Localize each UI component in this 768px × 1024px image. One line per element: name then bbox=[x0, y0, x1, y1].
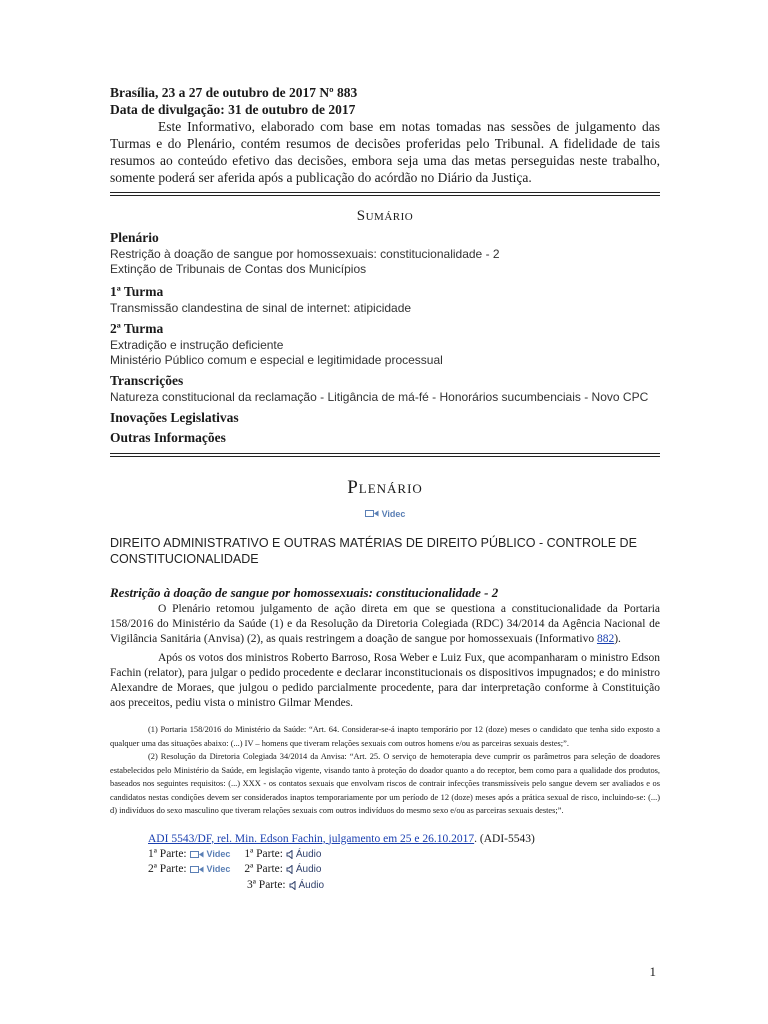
audio-parte-3[interactable] bbox=[289, 878, 325, 893]
parte-2-label: 2ª Parte: bbox=[148, 863, 187, 876]
audio-label: Áudio bbox=[295, 848, 322, 860]
footnotes bbox=[110, 723, 660, 818]
sumario-item[interactable]: Natureza constitucional da reclamação - Litigância de má-fé - Honorários sucumbenciais - Novo CPC bbox=[110, 390, 649, 404]
speaker-icon bbox=[286, 850, 295, 859]
sumario-outras-head[interactable]: Outras Informações bbox=[110, 430, 226, 445]
sumario-inovacoes-head[interactable]: Inovações Legislativas bbox=[110, 410, 239, 425]
camera-icon bbox=[190, 850, 204, 859]
sumario-item[interactable]: Extinção de Tribunais de Contas dos Municípios bbox=[110, 262, 367, 276]
sumario-plenario-head: Plenário bbox=[110, 230, 159, 245]
law-branch-heading: DIREITO ADMINISTRATIVO E OUTRAS MATÉRIAS DE DIREITO PÚBLICO - CONTROLE DE CONSTITUCIONALIDADE bbox=[110, 536, 637, 566]
audio-label: Áudio bbox=[298, 879, 325, 891]
videc-label: Videc bbox=[381, 508, 406, 519]
header-date: Brasília, 23 a 27 de outubro de 2017 Nº 883 bbox=[110, 85, 358, 100]
plenario-section-title: Plenário bbox=[347, 477, 423, 498]
sumario-item[interactable]: Extradição e instrução deficiente bbox=[110, 338, 284, 352]
divider-bottom bbox=[110, 453, 660, 457]
sumario-item[interactable]: Ministério Público comum e especial e legitimidade processual bbox=[110, 353, 443, 367]
sumario-transcricoes-head: Transcrições bbox=[110, 373, 184, 388]
page-number: 1 bbox=[649, 964, 656, 979]
case-paragraph-2: Após os votos dos ministros Roberto Barroso, Rosa Weber e Luiz Fux, que acompanharam o ministro Edson Fachin (relator), para julgar o pedido procedente e declarar inconstitucionais os dispositivos impugnados; e do ministro Alexandre de Moraes, que julgou o pedido parcialmente procedente, para dar interpretação conforme à Constituição aos preceitos, pediu vista o ministro Gilmar Mendes. bbox=[110, 652, 660, 709]
informativo-882-link[interactable]: 882 bbox=[596, 633, 615, 645]
audio-parte-2[interactable] bbox=[286, 862, 322, 877]
sumario-item[interactable]: Transmissão clandestina de sinal de internet: atipicidade bbox=[110, 301, 412, 315]
speaker-icon bbox=[286, 865, 295, 874]
sumario-turma2-head: 2ª Turma bbox=[110, 321, 164, 336]
sumario-title: Sumário bbox=[356, 208, 414, 224]
audio-parte-1[interactable] bbox=[286, 847, 322, 862]
audio-label: Áudio bbox=[295, 864, 322, 876]
adi-5543-link[interactable]: ADI 5543/DF, rel. Min. Edson Fachin, julgamento em 25 e 26.10.2017 bbox=[148, 832, 475, 845]
footnote-2: (2) Resolução da Diretoria Colegiada 34/2014 da Anvisa: “Art. 25. O serviço de hemoterapia deve cumprir os parâmetros para seleção de doadores estabelecidos pelo Ministério da Saúde, em legislação vigente, visando tanto à proteção do doador quanto a do receptor, bem como para a qualidade dos produtos, baseados nos seguintes requisitos: (...) XXX - os contatos sexuais que envolvam riscos de contrair infecções transmissíveis pelo sangue devem ser avaliados e os candidatos nestas condições devem ser considerados inaptos temporariamente por um período de 12 (doze) meses após a prática sexual de risco, incluindo-se: (...) d) indivíduos do sexo masculino que tiveram relações sexuais com outros indivíduos do mesmo sexo e/ou as parceiras sexuais destes;”. bbox=[110, 752, 660, 815]
parte-2-audio-label: 2ª Parte: bbox=[244, 863, 283, 876]
document-page bbox=[110, 84, 660, 893]
speaker-icon bbox=[289, 881, 298, 890]
sumario-turma1-head: 1ª Turma bbox=[110, 284, 164, 299]
footnote-1: (1) Portaria 158/2016 do Ministério da Saúde: “Art. 64. Considerar-se-á inapto temporário por 12 (doze) meses o candidato que tenha sido exposto a qualquer uma das situações abaixo: (...) IV – homens que tiveram relações sexuais com outros homens e/ou as parceiras sexuais destes;”. bbox=[110, 725, 660, 748]
sumario-item[interactable]: Restrição à doação de sangue por homossexuais: constitucionalidade - 2 bbox=[110, 247, 500, 261]
videc-parte-2[interactable] bbox=[190, 862, 231, 877]
parte-3-audio-label: 3ª Parte: bbox=[247, 878, 286, 891]
session-parts bbox=[148, 847, 660, 894]
camera-icon bbox=[190, 865, 204, 874]
videc-parte-1[interactable] bbox=[190, 847, 231, 862]
videc-link[interactable] bbox=[365, 509, 406, 519]
case-title: Restrição à doação de sangue por homossexuais: constitucionalidade - 2 bbox=[110, 585, 499, 600]
paragraph-text: O Plenário retomou julgamento de ação direta em que se questiona a constitucionalidade da Portaria 158/2016 do Ministério da Saúde (1) e da Resolução da Diretoria Colegiada (RDC) 34/2014 da Agência Nacional de Vigilância Sanitária (Anvisa) (2), as quais restringem a doação de sangue por homossexuais (Informativo bbox=[110, 603, 660, 645]
camera-icon bbox=[365, 509, 379, 518]
case-reference bbox=[148, 832, 660, 847]
videc-label: Videc bbox=[206, 848, 231, 859]
header-publication-date: Data de divulgação: 31 de outubro de 2017 bbox=[110, 102, 356, 117]
case-paragraph-1 bbox=[110, 602, 660, 647]
videc-label: Videc bbox=[206, 864, 231, 875]
parte-1-audio-label: 1ª Parte: bbox=[244, 847, 283, 860]
parte-1-label: 1ª Parte: bbox=[148, 847, 187, 860]
divider-top bbox=[110, 192, 660, 196]
header-intro: Este Informativo, elaborado com base em notas tomadas nas sessões de julgamento das Turmas e do Plenário, contém resumos de decisões proferidas pelo Tribunal. A fidelidade de tais resumos ao conteúdo efetivo das decisões, embora seja uma das metas perseguidas neste trabalho, somente poderá ser aferida após a publicação do acórdão no Diário da Justiça. bbox=[110, 119, 660, 185]
paragraph-end: ). bbox=[614, 633, 621, 645]
reference-end: . (ADI-5543) bbox=[474, 832, 535, 845]
